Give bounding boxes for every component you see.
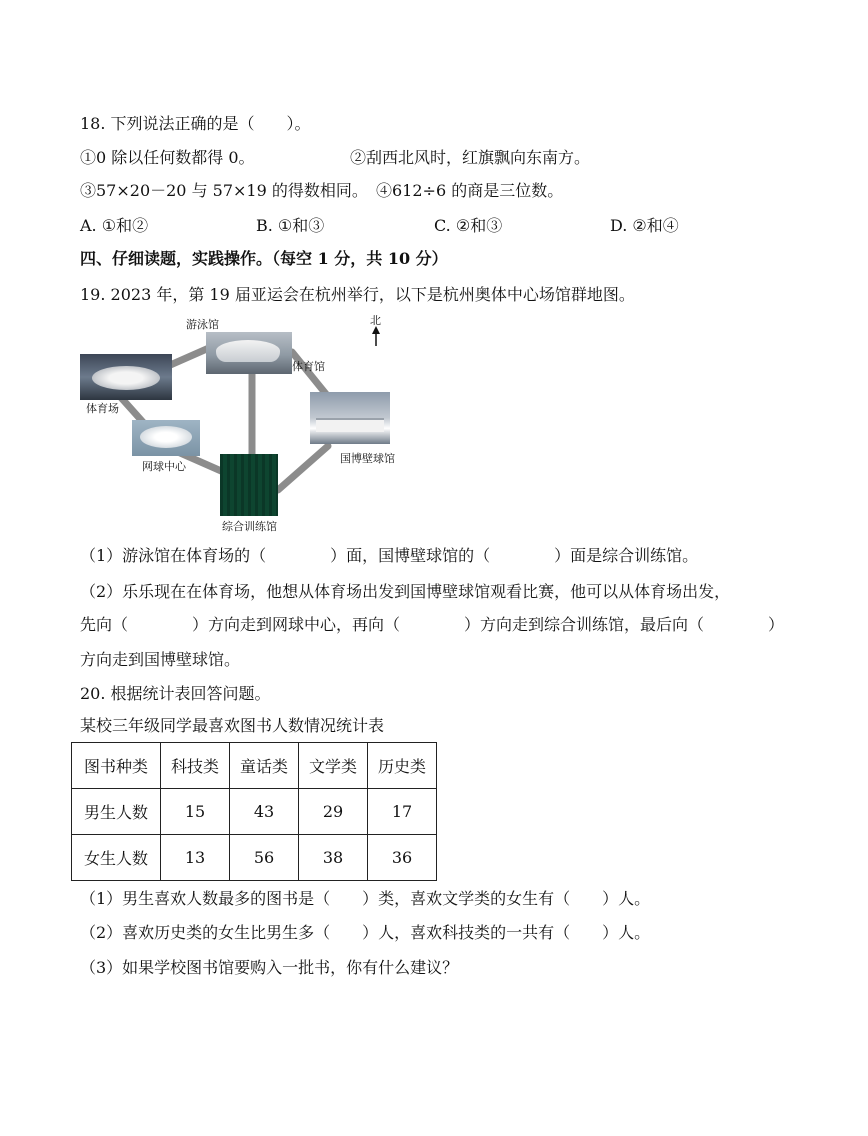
- table-cell: 15: [161, 789, 230, 835]
- swimming-hall-photo: [206, 332, 292, 374]
- table-cell: 38: [299, 835, 368, 881]
- label-gymnasium: 体育馆: [292, 360, 325, 373]
- venue-map: [78, 312, 418, 538]
- table-cell: 29: [299, 789, 368, 835]
- q20-part1: （1）男生喜欢人数最多的图书是（ ）类，喜欢文学类的女生有（ ）人。: [80, 889, 651, 908]
- q19-part2-line2: 先向（ ）方向走到网球中心，再向（ ）方向走到综合训练馆，最后向（ ）: [80, 615, 785, 634]
- q18-option-b[interactable]: B. ①和③: [256, 216, 325, 235]
- tennis-center-photo: [132, 420, 200, 456]
- north-label: 北: [370, 314, 381, 327]
- section-heading: 四、仔细读题，实践操作。（每空 1 分，共 10 分）: [80, 249, 448, 268]
- q18-option-a[interactable]: A. ①和②: [80, 216, 149, 235]
- table-cell: 男生人数: [72, 789, 161, 835]
- q19-part1: （1）游泳馆在体育场的（ ）面，国博壁球馆的（ ）面是综合训练馆。: [80, 546, 699, 565]
- q18-statement-1: ①0 除以任何数都得 0。: [80, 148, 255, 167]
- statistics-table: [71, 742, 437, 881]
- table-header-cell: 文学类: [299, 743, 368, 789]
- q20-part3: （3）如果学校图书馆要购入一批书，你有什么建议？: [80, 958, 459, 977]
- table-cell: 17: [368, 789, 437, 835]
- q18-option-d[interactable]: D. ②和④: [610, 216, 679, 235]
- table-header-cell: 童话类: [230, 743, 299, 789]
- q18-statement-4: ④612÷6 的商是三位数。: [376, 181, 564, 200]
- table-title: 某校三年级同学最喜欢图书人数情况统计表: [80, 716, 385, 735]
- table-header-cell: 历史类: [368, 743, 437, 789]
- label-tennis: 网球中心: [142, 460, 186, 473]
- q18-option-c[interactable]: C. ②和③: [434, 216, 503, 235]
- stadium-photo: [80, 354, 172, 400]
- table-cell: 13: [161, 835, 230, 881]
- q20-part2: （2）喜欢历史类的女生比男生多（ ）人，喜欢科技类的一共有（ ）人。: [80, 923, 651, 942]
- q19-part2-line3: 方向走到国博壁球馆。: [80, 650, 241, 669]
- expo-squash-photo: [310, 392, 390, 444]
- q18-statement-3: ③57×20－20 与 57×19 的得数相同。: [80, 181, 368, 200]
- table-row: [72, 789, 437, 835]
- q18-stem: 18. 下列说法正确的是（ ）。: [80, 114, 311, 133]
- table-cell: 43: [230, 789, 299, 835]
- table-cell: 56: [230, 835, 299, 881]
- table-cell: 女生人数: [72, 835, 161, 881]
- road-training-expo: [278, 446, 328, 490]
- road-gym-expo: [292, 352, 326, 394]
- table-header-row: [72, 743, 437, 789]
- q19-stem: 19. 2023 年，第 19 届亚运会在杭州举行，以下是杭州奥体中心场馆群地图。: [80, 285, 635, 304]
- q20-stem: 20. 根据统计表回答问题。: [80, 684, 271, 703]
- table-header-cell: 科技类: [161, 743, 230, 789]
- label-swimming: 游泳馆: [186, 318, 219, 331]
- label-expo: 国博壁球馆: [340, 452, 395, 465]
- q19-part2-line1: （2）乐乐现在在体育场，他想从体育场出发到国博壁球馆观看比赛，他可以从体育场出发，: [80, 582, 731, 601]
- label-stadium: 体育场: [86, 402, 119, 415]
- q18-statement-2: ②刮西北风时，红旗飘向东南方。: [350, 148, 591, 167]
- table-cell: 36: [368, 835, 437, 881]
- label-training: 综合训练馆: [222, 520, 277, 533]
- training-hall-photo: [220, 454, 278, 516]
- north-arrow-icon: [372, 326, 380, 334]
- table-row: [72, 835, 437, 881]
- table-header-cell: 图书种类: [72, 743, 161, 789]
